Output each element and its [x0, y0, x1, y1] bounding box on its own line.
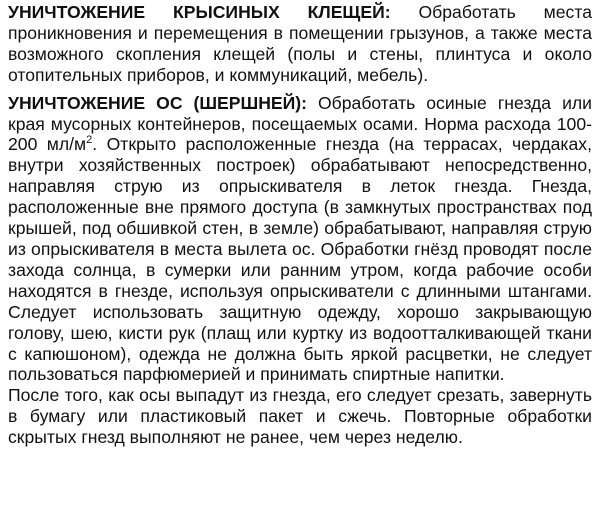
square-unit-superscript: 2 — [86, 134, 93, 147]
wasps-heading: УНИЧТОЖЕНИЕ ОС (ШЕРШНЕЙ): — [8, 92, 307, 113]
rat-mites-heading: УНИЧТОЖЕНИЕ КРЫСИНЫХ КЛЕЩЕЙ: — [8, 2, 391, 22]
wasps-body-start: Обработать осиные гнезда или края мусорных контейнеров, посещаемых осами. Норма расхода 100-200 мл/м — [8, 92, 592, 155]
rat-mites-body: Обработать места проникновения и перемещения в помещении грызунов, а также места возможного скопления клещей (полы и стены, плинтуса и около отопительных приборов, и коммуникаций, мебель). — [8, 2, 592, 85]
rat-mites-paragraph — [8, 2, 592, 86]
wasps-continuation-paragraph: После того, как осы выпадут из гнезда, его следует срезать, завернуть в бумагу или пластиковый пакет и сжечь. Повторные обработки скрытых гнезд выполняют не ранее, чем через неделю. — [8, 385, 592, 448]
wasps-paragraph — [8, 93, 592, 386]
wasps-body-rest: . Открыто расположенные гнезда (на террасах, чердаках, внутри хозяйственных построек) обрабатывают непосредственно, направляя струю из опрыскивателя в леток гнезда. Гнезда, расположенные вне прямого доступа (в замкнутых пространствах под крышей, под обшивкой стен, в земле) обрабатывают, направляя струю из опрыскивателя в места вылета ос. Обработки гнёзд проводят после захода солнца, в сумерки или ранним утром, когда рабочие особи находятся в гнезде, используя опрыскиватели с длинными штангами. Следует использовать защитную одежду, хорошо закрывающую голову, шею, кисти рук (плащ или куртку из водоотталкивающей ткани с капюшоном), одежда не должна быть яркой расцветки, не следует пользоваться парфюмерией и принимать спиртные напитки. — [8, 134, 592, 385]
